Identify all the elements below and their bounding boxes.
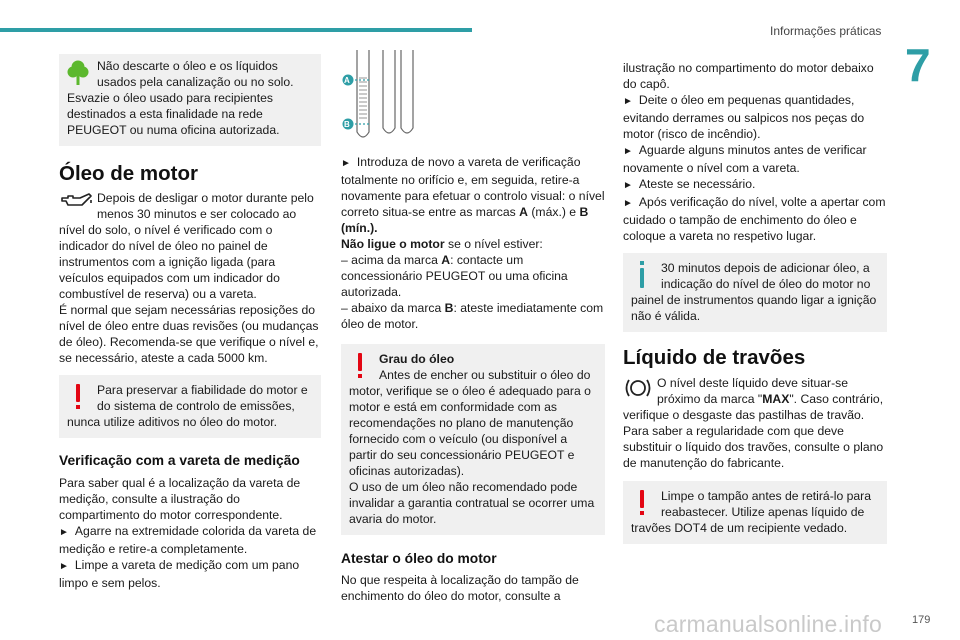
engine-oil-title: Óleo de motor [59,162,198,185]
column-1 [59,54,321,591]
oil-grade-title: Grau do óleo [379,352,455,366]
oil-grade-box [341,344,605,535]
info-note-text: 30 minutos depois de adicionar óleo, a indicação do nível de óleo do motor no painel de instrumentos quando ligar a ignição não é válida. [631,261,877,323]
bullet-icon: ► [623,198,633,209]
topup-step-d: ► Após verificação do nível, volte a apertar com cuidado o tampão de enchimento do óleo e coloque a vareta no respetivo lugar. [623,195,886,243]
brake-warning-icon [623,377,653,403]
topup-text: No que respeita à localização do tampão de enchimento do óleo do motor, consulte a [341,573,579,603]
dipstick-step-3: ► Introduza de novo a vareta de verificação totalmente no orifício e, em seguida, retire-a novamente para efetuar o controlo visual: o nível correto situa-se entre as marcas A (máx.) e B (mín.). [341,155,605,235]
warning-icon [349,351,371,381]
oil-grade-text-1: Antes de encher ou substituir o óleo do motor, verifique se o óleo é adequado para o motor e está em conformidade com as recomendações no plano de manutenção fornecido com o veículo (ou disponível a partir do seu concessionário PEUGEOT e oficinas autorizadas). [349,368,591,478]
bullet-icon: ► [623,96,633,107]
header-accent-bar [0,28,472,32]
bullet-icon: ► [59,527,69,538]
topup-step-a: ► Deite o óleo em pequenas quantidades, evitando derrames ou salpicos nos peças do motor (risco de incêndio). [623,93,865,141]
page-number: 179 [912,614,931,626]
topup-step-b: ► Aguarde alguns minutos antes de verificar novamente o nível com a vareta. [623,143,867,175]
oil-grade-text-2: O uso de um óleo não recomendado pode invalidar a garantia contratual se ocorrer uma avaria do motor. [349,480,595,526]
topup-continued: ilustração no compartimento do motor debaixo do capô. [623,61,874,91]
dipstick-diagram [341,50,441,148]
dipstick-illustration [341,50,441,148]
watermark: carmanualsonline.info [654,611,882,637]
brake-fluid-text: O nível deste líquido deve situar-se próximo da marca "MAX". Caso contrário, verifique o desgaste das pastilhas de travão. Para saber a regularidade com que deve substituir o líquido dos travões, consulte o plano de manutenção do fabricante. [623,376,884,470]
info-note-box [623,253,887,332]
marker-a-label: A [344,76,350,85]
topup-step-c: ► Ateste se necessário. [623,176,887,194]
info-icon [631,260,653,290]
tree-icon [67,58,89,88]
below-b-text: – abaixo da marca B: ateste imediatamente com óleo de motor. [341,301,604,331]
warning-icon [67,382,89,412]
dipstick-title: Verificação com a vareta de medição [59,453,300,468]
bullet-icon: ► [59,561,69,572]
warning-icon [631,488,653,518]
warning-note-box [59,375,321,438]
no-start-warning: Não ligue o motor se o nível estiver: [341,237,543,251]
oil-can-icon [59,192,93,218]
dipstick-step-2: ► Limpe a vareta de medição com um pano limpo e sem pelos. [59,558,300,590]
engine-oil-text-1: Depois de desligar o motor durante pelo menos 30 minutos e ser colocado ao nível do solo, o nível é verificado com o indicador do nível de óleo no painel de instrumentos com a ignição ligada (para veículos equipados com um indicador do combustível de reserva) ou a vareta. [59,191,314,301]
bullet-icon: ► [623,180,633,191]
eco-note-box [59,54,321,146]
topup-title: Atestar o óleo do motor [341,551,497,566]
dipstick-text: Para saber qual é a localização da vareta de medição, consulte a ilustração do compartimento do motor correspondente. [59,476,301,522]
column-3 [623,60,887,544]
chapter-number: 7 [905,39,931,91]
warning-note-text: Para preservar a fiabilidade do motor e do sistema de controlo de emissões, nunca utilize aditivos no óleo do motor. [67,383,308,429]
eco-note-text: Não descarte o óleo e os líquidos usados pela canalização ou no solo. Esvazie o óleo usado para recipientes destinados a esta finalidade na rede PEUGEOT ou numa oficina autorizada. [67,59,294,137]
marker-b-label: B [344,120,350,129]
engine-oil-text-2: É normal que sejam necessárias reposições do nível de óleo entre duas revisões (ou mudanças de óleo). Recomenda-se que verifique o nível e, se necessário, ateste a cada 5000 km. [59,303,319,365]
section-title: Informações práticas [770,24,882,38]
column-2 [341,50,605,604]
bullet-icon: ► [623,146,633,157]
brake-fluid-title: Líquido de travões [623,346,806,369]
above-a-text: – acima da marca A: contacte um concessionário PEUGEOT ou uma oficina autorizada. [341,253,568,299]
brake-warning-box [623,481,887,544]
bullet-icon: ► [341,158,351,169]
brake-warning-text: Limpe o tampão antes de retirá-lo para reabastecer. Utilize apenas líquido de travões DOT4 de um recipiente vedado. [631,489,872,535]
dipstick-step-1: ► Agarre na extremidade colorida da vareta de medição e retire-a completamente. [59,524,317,556]
